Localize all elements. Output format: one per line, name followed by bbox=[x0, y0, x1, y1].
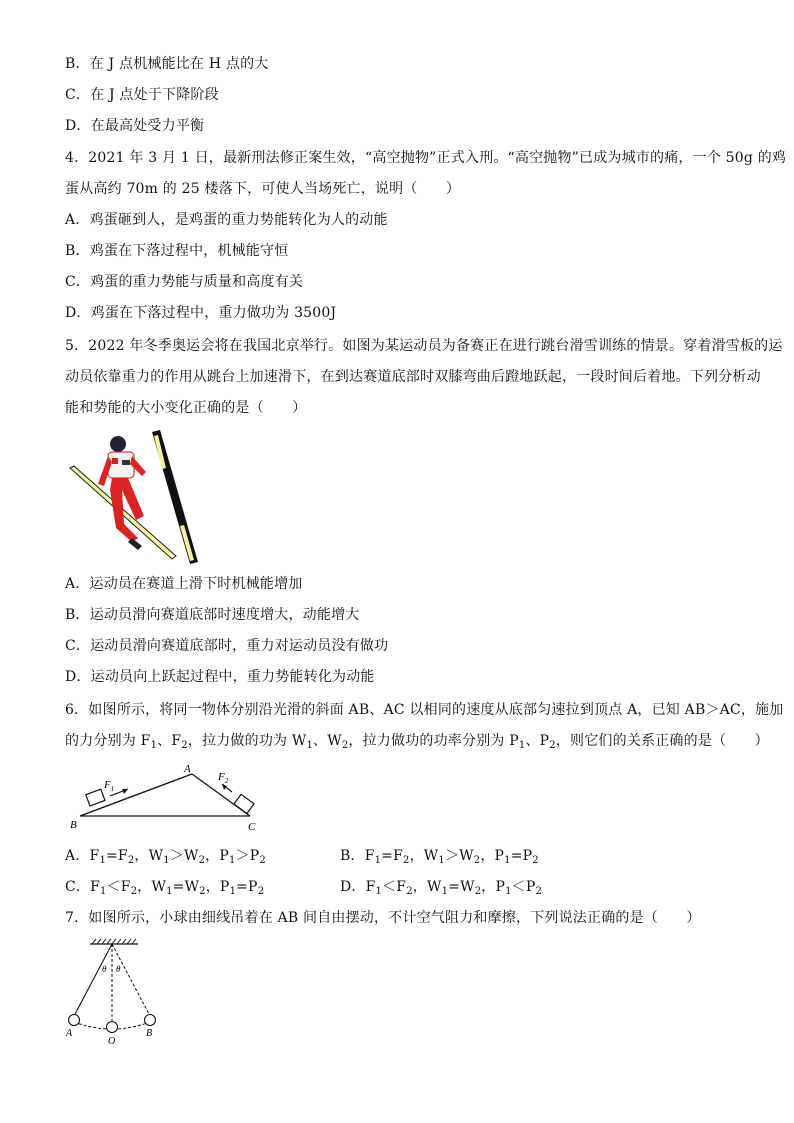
ski-jumper-image bbox=[68, 428, 204, 568]
q5-option-a: A．运动员在赛道上滑下时机械能增加 bbox=[65, 576, 303, 592]
incline-diagram bbox=[66, 760, 266, 834]
label-a: A bbox=[66, 1028, 73, 1039]
label-b: B bbox=[146, 1028, 153, 1039]
label-theta-left: θ bbox=[102, 964, 107, 974]
q6-option-d: D．$F_1<F_2$，$W_1=W_2$，$P_1<P_2$ bbox=[340, 879, 543, 897]
q3-option-b: B．在 J 点机械能比在 H 点的大 bbox=[65, 56, 269, 72]
q6-option-c: C．$F_1<F_2$，$W_1=W_2$，$P_1=P_2$ bbox=[65, 879, 265, 897]
q6-option-b: B．$F_1=F_2$，$W_1>W_2$，$P_1=P_2$ bbox=[340, 848, 539, 866]
q4-stem-line2: 蛋从高约 70m 的 25 楼落下，可使人当场死亡，说明（ ） bbox=[65, 181, 461, 197]
label-theta-right: θ bbox=[116, 964, 121, 974]
label-c: C bbox=[248, 821, 256, 833]
q6-stem-line2: 的力分别为 $F_1$、$F_2$，拉力做的功为 $W_1$、$W_2$，拉力做功的功率分别为 $P_1$、$P_2$，则它们的关系正确的是（ ） bbox=[65, 733, 769, 751]
label-o: O bbox=[108, 1036, 116, 1046]
q5-stem-line3: 能和势能的大小变化正确的是（ ） bbox=[65, 400, 307, 416]
q5-stem-line1: 5．2022 年冬季奥运会将在我国北京举行。如图为某运动员为备赛正在进行跳台滑雪训练的情景。穿着滑雪板的运 bbox=[65, 338, 783, 354]
q5-option-d: D．运动员向上跃起过程中，重力势能转化为动能 bbox=[65, 669, 375, 685]
label-f1: $F_1$ bbox=[104, 779, 115, 793]
q4-option-d: D．鸡蛋在下落过程中，重力做功为 3500J bbox=[65, 305, 337, 321]
q5-option-c: C．运动员滑向赛道底部时，重力对运动员没有做功 bbox=[65, 638, 389, 654]
q7-stem-line1: 7．如图所示，小球由细线吊着在 AB 间自由摆动，不计空气阻力和摩擦，下列说法正确的是（ ） bbox=[65, 910, 701, 926]
q6-option-a: A．$F_1=F_2$，$W_1>W_2$，$P_1>P_2$ bbox=[65, 848, 266, 866]
q3-option-c: C．在 J 点处于下降阶段 bbox=[65, 87, 219, 103]
q5-option-b: B．运动员滑向赛道底部时速度增大，动能增大 bbox=[65, 607, 360, 623]
q5-stem-line2: 动员依靠重力的作用从跳台上加速滑下，在到达赛道底部时双膝弯曲后蹬地跃起，一段时间后着地。下列分析动 bbox=[65, 369, 761, 385]
q4-option-c: C．鸡蛋的重力势能与质量和高度有关 bbox=[65, 274, 304, 290]
q6-stem-line1: 6．如图所示，将同一物体分别沿光滑的斜面 AB、AC 以相同的速度从底部匀速拉到顶点 A，已知 AB＞AC，施加 bbox=[65, 702, 784, 718]
q4-stem-line1: 4．2021 年 3 月 1 日，最新刑法修正案生效，“高空抛物”正式入刑。“高空抛物”已成为城市的痛，一个 50g 的鸡 bbox=[65, 150, 787, 166]
label-b: B bbox=[70, 819, 77, 831]
q3-option-d: D．在最高处受力平衡 bbox=[65, 118, 205, 134]
pendulum-diagram bbox=[62, 936, 166, 1046]
q4-option-b: B．鸡蛋在下落过程中，机械能守恒 bbox=[65, 243, 289, 259]
label-f2: $F_2$ bbox=[218, 771, 229, 785]
q4-option-a: A．鸡蛋砸到人，是鸡蛋的重力势能转化为人的动能 bbox=[65, 212, 388, 228]
label-a: A bbox=[184, 763, 191, 775]
